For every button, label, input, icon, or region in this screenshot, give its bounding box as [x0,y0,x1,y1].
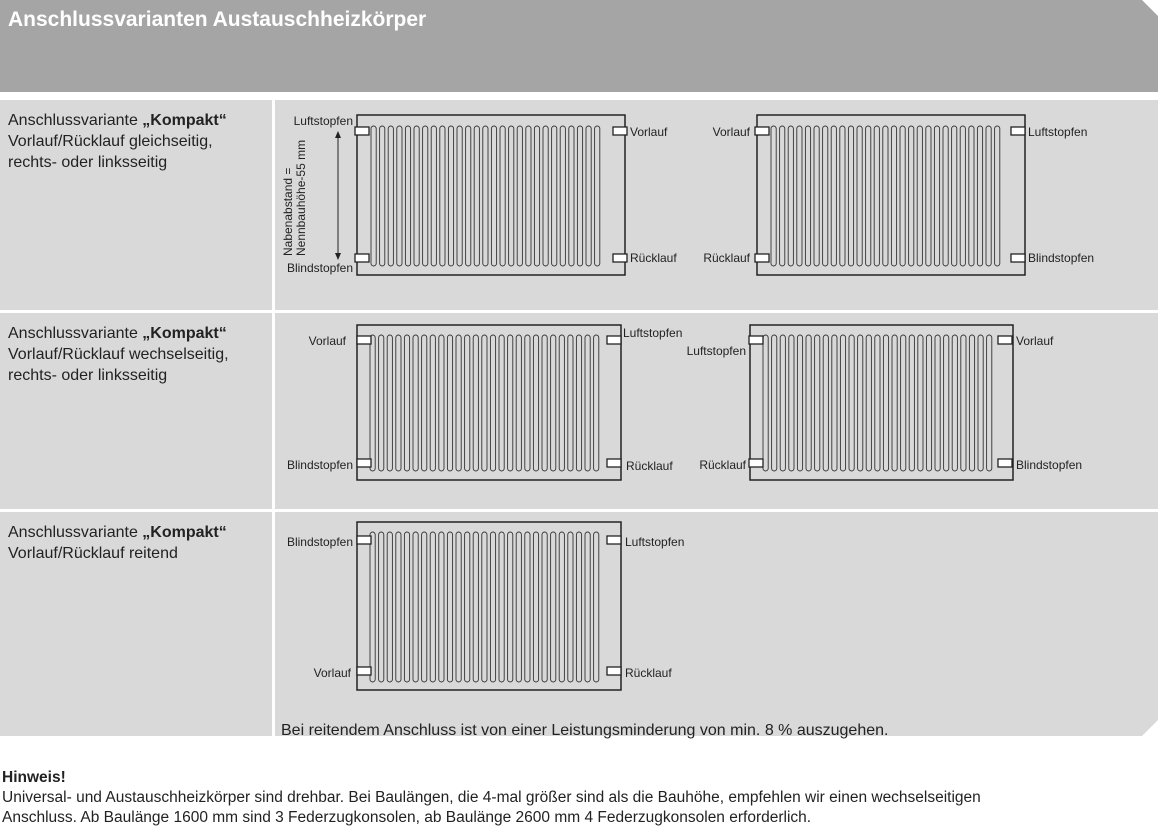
label-top-left: Vorlauf [712,125,750,139]
radiator-fin [456,335,461,471]
radiator-fin [771,126,776,266]
radiator-fin [944,335,949,471]
variant-row-alternating [0,313,1158,509]
radiator-fin [430,532,435,682]
variant-side: rechts- oder linksseitig [8,367,168,384]
radiator-fin [405,126,410,266]
radiator-fin [491,126,496,266]
radiator-fin [772,335,777,471]
variant-type: „Kompakt“ [142,524,227,541]
radiator-fin [815,335,820,471]
radiator-fin [422,335,427,471]
radiator-fin [490,532,495,682]
radiator-fin [977,126,982,266]
radiator-fin [891,126,896,266]
label-bottom-right: Rücklauf [626,459,673,473]
radiator-fin [969,335,974,471]
radiator-fin [883,126,888,266]
radiator-fin [542,532,547,682]
radiator-fin [465,532,470,682]
radiator-fin [952,126,957,266]
variant-description [8,522,227,564]
plug-top-right [607,536,621,544]
radiator-fin [901,335,906,471]
radiator-fins [370,335,599,471]
radiator-fin [499,335,504,471]
plug-bottom-right [607,667,621,675]
plug-bottom-left [755,254,769,262]
radiator-fin [447,335,452,471]
variant-diagram-cell [275,100,1158,310]
radiator-fin [594,335,599,471]
variant-row-same-side [0,100,1158,310]
radiator-fin [551,335,556,471]
radiator-fin [569,126,574,266]
radiator-fin [832,335,837,471]
variant-connection: Vorlauf/Rücklauf wechselseitig, [8,346,229,363]
variant-label-cell [0,100,272,310]
radiator-fin [456,532,461,682]
radiator-fin [387,335,392,471]
radiator-fin [380,126,385,266]
radiator-fin [439,335,444,471]
radiator-diagram-left [281,114,677,275]
radiator-fin [935,335,940,471]
variant-type: „Kompakt“ [142,112,227,129]
radiator-fin [371,126,376,266]
plug-top-right [613,127,627,135]
radiator-fin [414,126,419,266]
radiator-fin [499,532,504,682]
radiator-fin [986,126,991,266]
radiator-fin [482,335,487,471]
radiator-fin [379,335,384,471]
radiator-diagrams [275,313,1158,509]
radiator-fin [797,126,802,266]
radiator-fins [771,126,1000,266]
radiator-fin [525,335,530,471]
label-bottom-left: Rücklauf [699,458,746,472]
radiator-fin [848,126,853,266]
radiator-fin [805,126,810,266]
variant-prefix: Anschlussvariante [8,524,143,541]
radiator-fin [568,532,573,682]
radiator-fin [473,335,478,471]
radiator-fin [849,335,854,471]
radiator-fin [413,335,418,471]
label-top-right: Luftstopfen [625,535,685,549]
radiator-fin [576,335,581,471]
radiator-fin [909,335,914,471]
radiator-diagram-center [287,522,684,690]
radiator-fin [440,126,445,266]
plug-top-right [998,336,1012,344]
variant-diagram-cell [275,512,1158,739]
radiator-fin [516,532,521,682]
label-bottom-right: Blindstopfen [1028,251,1095,265]
page-header [0,0,1158,92]
dimension-label-2: Nennbauhöhe-55 mm [294,139,308,256]
label-bottom-right: Rücklauf [625,666,672,680]
radiator-fin [943,126,948,266]
label-bottom-right: Blindstopfen [1016,458,1083,472]
radiator-fin [525,532,530,682]
radiator-fin [883,335,888,471]
radiator-fin [576,532,581,682]
plug-bottom-right [613,254,627,262]
radiator-fin [500,126,505,266]
variant-type: „Kompakt“ [142,325,227,342]
radiator-fins [371,126,600,266]
radiator-fin [960,126,965,266]
radiator-fin [952,335,957,471]
radiator-fin [422,532,427,682]
dimension-arrow-head-top [335,131,341,138]
radiator-diagram-left [287,325,682,480]
label-top-left: Luftstopfen [686,344,746,358]
radiator-fin [585,532,590,682]
radiator-diagrams [275,512,1158,736]
radiator-fin [552,126,557,266]
radiator-fin [560,126,565,266]
plug-top-left [355,127,369,135]
radiator-fin [551,532,556,682]
radiator-fin [448,126,453,266]
radiator-fin [568,335,573,471]
label-top-right: Luftstopfen [1028,125,1088,139]
radiator-fin [516,335,521,471]
radiator-fin [508,335,513,471]
radiator-fin [577,126,582,266]
variant-description [8,323,229,386]
radiator-fin [542,335,547,471]
radiator-fin [404,335,409,471]
radiator-fin [533,532,538,682]
radiator-fin [926,335,931,471]
radiator-fin [447,532,452,682]
radiator-fin [534,126,539,266]
radiator-fin [482,532,487,682]
dimension-label: Nabenabstand = [281,167,295,256]
plug-top-right [1011,127,1025,135]
radiator-fin [585,335,590,471]
variant-connection: Vorlauf/Rücklauf reitend [8,545,178,562]
variant-label-cell [0,512,272,736]
radiator-fin [397,126,402,266]
radiator-fin [866,126,871,266]
variant-side: rechts- oder linksseitig [8,154,168,171]
radiator-fin [831,126,836,266]
performance-note: Bei reitendem Anschluss ist von einer Leistungsminderung von min. 8 % auszugehen. [281,722,889,739]
radiator-diagrams [275,100,1158,310]
radiator-fin [789,335,794,471]
plug-top-right [607,336,621,344]
radiator-fin [396,335,401,471]
radiator-body [750,325,1013,480]
radiator-fin [961,335,966,471]
radiator-fin [474,126,479,266]
notice-title: Hinweis! [2,769,66,786]
plug-bottom-right [1011,254,1025,262]
plug-bottom-left [357,459,371,467]
radiator-fin [465,335,470,471]
radiator-fin [595,126,600,266]
plug-top-left [755,127,769,135]
label-bottom-left: Vorlauf [313,666,351,680]
radiator-fin [917,126,922,266]
radiator-fin [457,126,462,266]
plug-top-left [357,536,371,544]
radiator-fin [533,335,538,471]
radiator-fin [874,126,879,266]
variant-description [8,110,227,173]
plug-bottom-left [355,254,369,262]
radiator-fin [370,532,375,682]
radiator-fin [526,126,531,266]
radiator-fin [509,126,514,266]
plug-top-left [749,336,763,344]
variant-connection: Vorlauf/Rücklauf gleichseitig, [8,133,213,150]
label-top-right: Vorlauf [1016,334,1054,348]
dimension-arrow-head-bottom [335,253,341,260]
radiator-fin [866,335,871,471]
radiator-fin [387,532,392,682]
radiator-fin [517,126,522,266]
notice-section [2,768,1158,828]
radiator-fin [987,335,992,471]
radiator-diagram-right [703,115,1094,275]
label-bottom-left: Blindstopfen [286,261,353,275]
radiator-fin [823,126,828,266]
radiator-fin [840,126,845,266]
variant-prefix: Anschlussvariante [8,112,143,129]
radiator-fin [379,532,384,682]
radiator-fin [969,126,974,266]
label-bottom-left: Blindstopfen [286,458,353,472]
radiator-fin [423,126,428,266]
radiator-fin [404,532,409,682]
radiator-fin [439,532,444,682]
radiator-fin [413,532,418,682]
radiator-fin [857,126,862,266]
label-top-left: Luftstopfen [293,114,353,128]
radiator-fin [995,126,1000,266]
radiator-fin [788,126,793,266]
radiator-fin [797,335,802,471]
plug-bottom-right [607,459,621,467]
plug-top-left [357,336,371,344]
radiator-diagram-right [687,325,1082,480]
radiator-fin [508,532,513,682]
radiator-fin [586,126,591,266]
radiator-fin [780,335,785,471]
radiator-fin [858,335,863,471]
notice-text-line-2: Anschluss. Ab Baulänge 1600 mm sind 3 Federzugkonsolen, ab Baulänge 2600 mm 4 Federzugkonsolen erforderlich. [2,809,812,826]
radiator-fin [370,335,375,471]
label-bottom-right: Rücklauf [630,251,677,265]
variant-label-cell [0,313,272,509]
variant-row-saddle [0,512,1158,739]
radiator-fins [370,532,599,682]
radiator-fins [763,335,992,471]
radiator-fin [892,335,897,471]
radiator-fin [978,335,983,471]
radiator-fin [840,335,845,471]
label-top-left-visible: Blindstopfen [286,535,353,549]
radiator-fin [806,335,811,471]
variant-diagram-cell [275,313,1158,509]
label-top-right: Vorlauf [630,125,668,139]
plug-bottom-left [357,667,371,675]
radiator-fin [926,126,931,266]
radiator-fin [388,126,393,266]
radiator-fin [823,335,828,471]
radiator-fin [918,335,923,471]
header-corner-cut [1142,0,1158,16]
radiator-fin [934,126,939,266]
plug-bottom-left [749,459,763,467]
radiator-fin [909,126,914,266]
radiator-fin [780,126,785,266]
radiator-fin [490,335,495,471]
table-corner-cut [1142,720,1158,736]
radiator-fin [543,126,548,266]
radiator-fin [875,335,880,471]
radiator-fin [430,335,435,471]
label-bottom-left: Rücklauf [703,251,750,265]
radiator-fin [483,126,488,266]
notice-text-line-1: Universal- und Austauschheizkörper sind drehbar. Bei Baulängen, die 4-mal größer sind als die Bauhöhe, empfehlen wir einen wechselseitigen [2,789,981,806]
label-top-right: Luftstopfen [623,326,683,340]
radiator-fin [466,126,471,266]
variant-prefix: Anschlussvariante [8,325,143,342]
radiator-fin [473,532,478,682]
radiator-fin [814,126,819,266]
radiator-fin [559,335,564,471]
radiator-fin [559,532,564,682]
radiator-fin [900,126,905,266]
plug-bottom-right [998,459,1012,467]
radiator-fin [396,532,401,682]
label-top-left: Vorlauf [308,334,346,348]
radiator-fin [431,126,436,266]
radiator-fin [594,532,599,682]
page-title: Anschlussvarianten Austauschheizkörper [8,8,427,31]
radiator-fin [763,335,768,471]
